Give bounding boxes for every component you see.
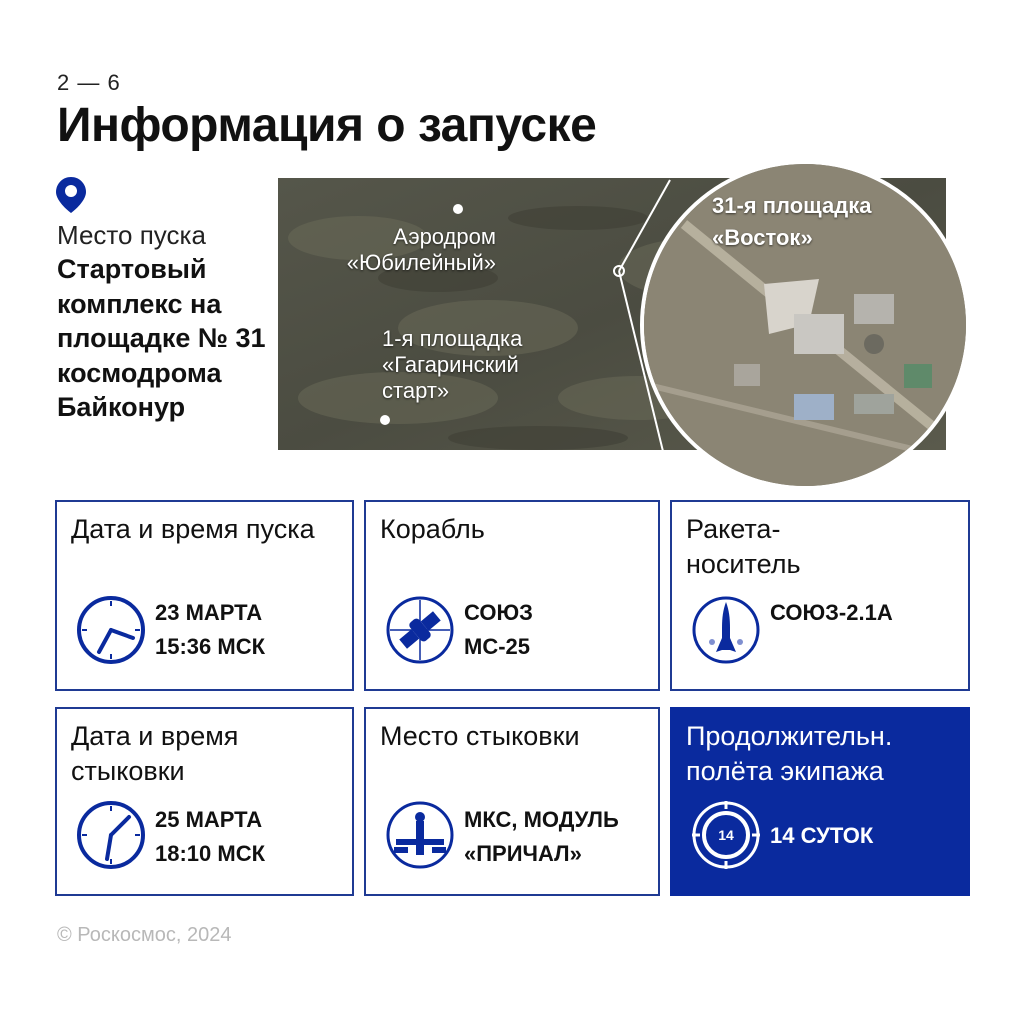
map-label-airfield: Аэродром «Юбилейный» [346,224,496,275]
ship-name: СОЮЗ [464,600,533,625]
map-label-site1: 1-я площадка «Гагаринский старт» [382,326,523,403]
launch-site-value: Стартовый комплекс на площадке № 31 космодрома Байконур [57,254,266,422]
location-pin-icon [55,176,87,214]
spacecraft-icon [384,594,456,666]
card-docking-datetime [55,707,354,896]
page-title: Информация о запуске [57,99,597,152]
ship-model: МС-25 [464,634,531,659]
clock-icon [75,799,147,871]
card-title: Корабль [380,514,485,544]
card-title: Продолжительн. полёта экипажа [686,721,893,786]
docking-module-name: «ПРИЧАЛ» [464,841,582,866]
duration-icon [690,799,762,871]
map-label-site31: 31-я площадка «Восток» [712,193,872,250]
launch-site-label: Место пуска [57,220,206,250]
card-title: Дата и время стыковки [71,721,239,786]
duration-badge: 14 [718,827,734,843]
docking-time: 18:10 МСК [155,841,266,866]
card-launch-datetime [55,500,354,691]
card-rocket [670,500,970,691]
card-flight-duration [670,707,970,896]
clock-icon [75,594,147,666]
rocket-name: СОЮЗ-2.1А [770,600,893,625]
slide-counter: 2 — 6 [57,70,121,95]
rocket-icon [690,594,762,666]
launch-time: 15:36 МСК [155,634,266,659]
card-title: Место стыковки [380,721,580,751]
launch-date: 23 МАРТА [155,600,263,625]
card-title: Дата и время пуска [71,514,315,544]
card-docking-place [364,707,660,896]
docking-date: 25 МАРТА [155,807,263,832]
station-icon [384,799,456,871]
card-title: Ракета-носитель [686,514,801,579]
duration-value: 14 СУТОК [770,823,874,848]
card-ship [364,500,660,691]
copyright: © Роскосмос, 2024 [57,924,232,946]
docking-module: МКС, МОДУЛЬ [464,807,619,832]
